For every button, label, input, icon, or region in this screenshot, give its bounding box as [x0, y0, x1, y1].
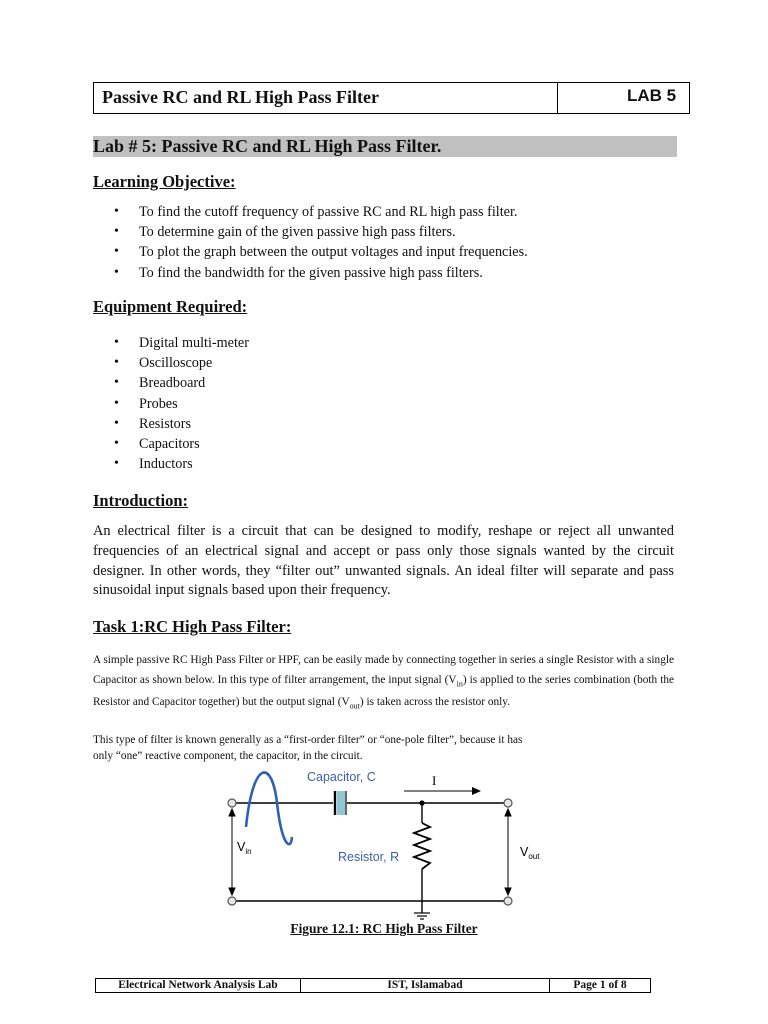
list-item: • To find the cutoff frequency of passive RC and RL high pass filter.	[93, 202, 693, 222]
list-item: • Probes	[93, 394, 693, 414]
equipment-list	[93, 333, 693, 474]
list-item: • Digital multi-meter	[93, 333, 693, 353]
list-item: • Breadboard	[93, 373, 693, 393]
current-arrow-icon	[404, 787, 481, 795]
vout-label: $V_{out}$	[520, 845, 540, 861]
list-item: • To determine gain of the given passive high pass filters.	[93, 222, 693, 242]
resistor-label: Resistor, R	[338, 850, 400, 864]
lab-title: Lab # 5: Passive RC and RL High Pass Filter.	[93, 136, 677, 157]
task1-paragraph: A simple passive RC High Pass Filter or HPF, can be easily made by connecting together in series a single Resistor with a single Capacitor as shown below. In this type of filter arrangement, the input signal $(V_{in})$ is applied to the series combination (both the Resistor and Capacitor together) but the output signal $(V_{out})$ is taken across the resistor only.	[93, 654, 674, 711]
sine-source-icon	[246, 773, 292, 845]
footer-institute: IST, Islamabad	[387, 979, 463, 991]
introduction-heading: Introduction:	[93, 491, 189, 510]
terminal-input-top	[228, 799, 236, 807]
resistor-symbol	[414, 823, 430, 869]
footer-course: Electrical Network Analysis Lab	[118, 979, 278, 991]
rc-high-pass-circuit	[220, 765, 550, 925]
ground-icon	[414, 913, 430, 919]
footer-page-number: Page 1 of 8	[573, 979, 627, 991]
junction-dot	[419, 800, 424, 805]
header-table	[93, 82, 690, 114]
header-divider	[557, 83, 558, 113]
list-item: • Capacitors	[93, 434, 693, 454]
terminal-output-bottom	[504, 897, 512, 905]
capacitor-label: Capacitor, C	[307, 770, 376, 784]
list-item: • Inductors	[93, 454, 693, 474]
capacitor-symbol	[335, 791, 346, 815]
learning-objective-heading: Learning Objective:	[93, 172, 236, 191]
current-label: I	[432, 773, 437, 788]
terminal-input-bottom	[228, 897, 236, 905]
vin-arrow-icon	[229, 809, 235, 895]
introduction-paragraph: An electrical filter is a circuit that can be designed to modify, reshape or reject all unwanted frequencies of an electrical signal and accept or pass only those signals wanted by the circuit designer. In other words, they “filter out” unwanted signals. An ideal filter will separate and pass sinusoidal input signals based upon their frequency.	[93, 523, 674, 599]
task1-paragraph-2: This type of filter is known generally as a “first-order filter” or “one-pole filter”, because it has only “one” reactive component, the capacitor, in the circuit.	[93, 734, 523, 762]
terminal-output-top	[504, 799, 512, 807]
list-item: • To plot the graph between the output voltages and input frequencies.	[93, 242, 693, 262]
header-lab-number: LAB 5	[627, 86, 677, 105]
page-footer	[95, 978, 651, 993]
vin-label: $V_{in}$	[237, 840, 252, 856]
equipment-heading: Equipment Required:	[93, 297, 248, 316]
list-item: • Resistors	[93, 414, 693, 434]
learning-objective-list	[93, 202, 693, 283]
task1-heading: Task 1:RC High Pass Filter:	[93, 617, 292, 636]
list-item: • Oscilloscope	[93, 353, 693, 373]
header-title: Passive RC and RL High Pass Filter	[102, 87, 380, 107]
list-item: • To find the bandwidth for the given passive high pass filters.	[93, 263, 693, 283]
figure-caption: Figure 12.1: RC High Pass Filter	[290, 921, 478, 936]
vout-arrow-icon	[505, 809, 511, 895]
